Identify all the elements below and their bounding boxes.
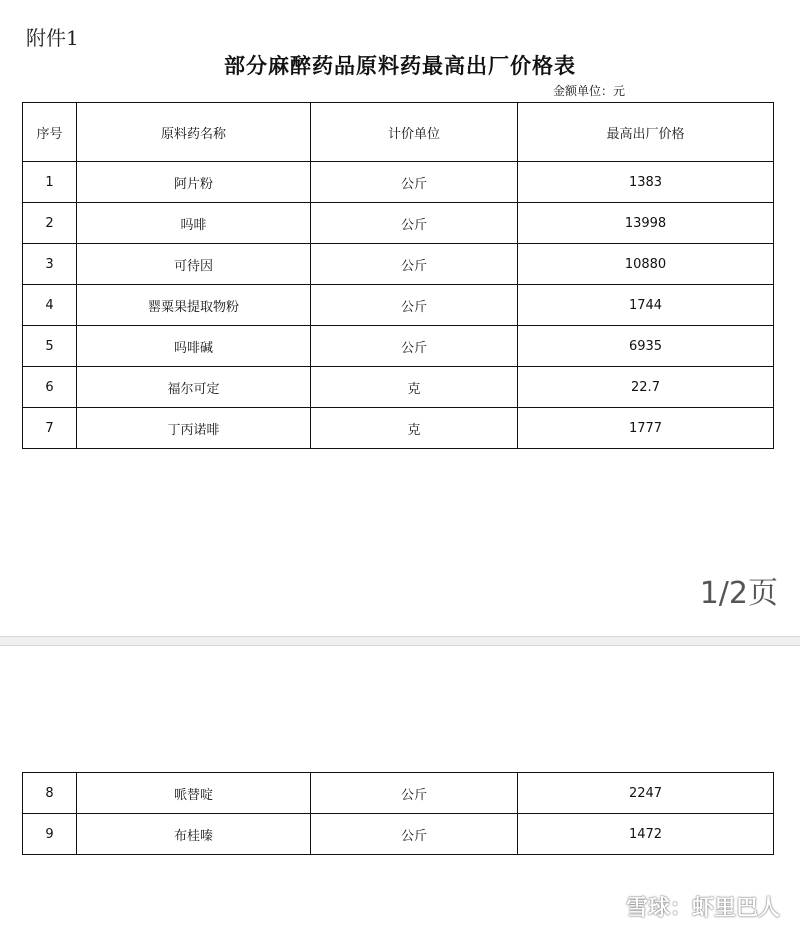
cell-unit: 公斤 [311, 244, 518, 285]
cell-price: 2247 [518, 773, 774, 814]
table-row [23, 773, 774, 814]
cell-name: 哌替啶 [77, 773, 311, 814]
cell-price: 1383 [518, 162, 774, 203]
cell-name: 丁丙诺啡 [77, 408, 311, 449]
cell-no: 7 [23, 408, 77, 449]
cell-no: 3 [23, 244, 77, 285]
header-unit: 计价单位 [311, 103, 518, 162]
cell-no: 9 [23, 814, 77, 855]
table-header-row [23, 103, 774, 162]
cell-price: 6935 [518, 326, 774, 367]
cell-name: 布桂嗪 [77, 814, 311, 855]
table-row [23, 814, 774, 855]
header-no: 序号 [23, 103, 77, 162]
xueqiu-logo-icon [598, 896, 620, 918]
watermark [598, 891, 780, 922]
document-title: 部分麻醉药品原料药最高出厂价格表 [224, 54, 576, 78]
cell-no: 2 [23, 203, 77, 244]
table-row [23, 367, 774, 408]
table-row [23, 162, 774, 203]
cell-price: 1472 [518, 814, 774, 855]
cell-name: 罂粟果提取物粉 [77, 285, 311, 326]
table-row [23, 244, 774, 285]
table-row [23, 326, 774, 367]
unit-note: 金额单位：元 [553, 84, 626, 98]
table-row [23, 203, 774, 244]
page-indicator: 1/2页 [699, 576, 778, 611]
cell-name: 阿片粉 [77, 162, 311, 203]
cell-unit: 克 [311, 408, 518, 449]
cell-name: 福尔可定 [77, 367, 311, 408]
cell-unit: 克 [311, 367, 518, 408]
page-separator [0, 636, 800, 646]
table-row [23, 285, 774, 326]
cell-no: 8 [23, 773, 77, 814]
cell-price: 1744 [518, 285, 774, 326]
cell-name: 吗啡碱 [77, 326, 311, 367]
cell-no: 6 [23, 367, 77, 408]
cell-unit: 公斤 [311, 203, 518, 244]
price-table-continued [22, 772, 774, 855]
cell-price: 13998 [518, 203, 774, 244]
cell-name: 可待因 [77, 244, 311, 285]
table-row [23, 408, 774, 449]
header-price: 最高出厂价格 [518, 103, 774, 162]
cell-price: 10880 [518, 244, 774, 285]
header-name: 原料药名称 [77, 103, 311, 162]
cell-unit: 公斤 [311, 814, 518, 855]
cell-no: 4 [23, 285, 77, 326]
cell-unit: 公斤 [311, 326, 518, 367]
cell-unit: 公斤 [311, 285, 518, 326]
watermark-text: 雪球：虾里巴人 [625, 896, 780, 921]
attachment-label: 附件1 [26, 26, 79, 50]
cell-no: 5 [23, 326, 77, 367]
cell-name: 吗啡 [77, 203, 311, 244]
cell-unit: 公斤 [311, 162, 518, 203]
cell-price: 22.7 [518, 367, 774, 408]
price-table [22, 102, 774, 449]
cell-no: 1 [23, 162, 77, 203]
cell-price: 1777 [518, 408, 774, 449]
cell-unit: 公斤 [311, 773, 518, 814]
